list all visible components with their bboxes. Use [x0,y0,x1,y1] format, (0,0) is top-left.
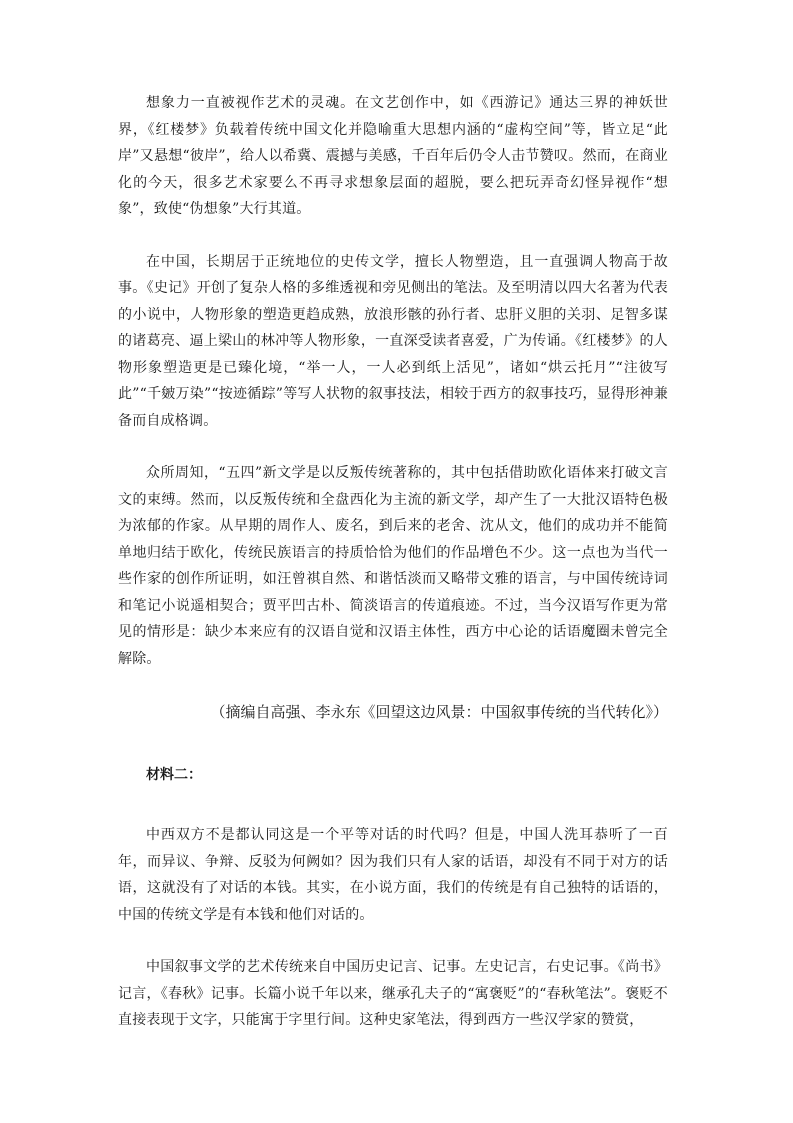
material-two-paragraph-1: 中西双方不是都认同这是一个平等对话的时代吗？但是，中国人洗耳恭听了一百年，而异议、争辩、反驳为何阙如？因为我们只有人家的话语，却没有不同于对方的话语，这就没有了对话的本钱。其实，在小说方面，我们的传统是有自己独特的话语的，中国的传统文学是有本钱和他们对话的。 [118,827,668,923]
document-page [118,90,668,1034]
material-one-paragraph-3: 众所周知，“五四”新文学是以反叛传统著称的，其中包括借助欧化语体来打破文言文的束缚。然而，以反叛传统和全盘西化为主流的新文学，却产生了一大批汉语特色极为浓郁的作家。从早期的周作人、废名，到后来的老舍、沈从文，他们的成功并不能简单地归结于欧化，传统民族语言的持质恰恰为他们的作品增色不少。这一点也为当代一些作家的创作所证明，如汪曾祺自然、和谐恬淡而又略带文雅的语言，与中国传统诗词和笔记小说遥相契合；贾平凹古朴、简淡语言的传道痕迹。不过，当今汉语写作更为常见的情形是：缺少本来应有的汉语自觉和汉语主体性，西方中心论的话语魔圈未曾完全解除。 [118,465,668,667]
material-one-source: （摘编自高强、李永东《回望这边风景：中国叙事传统的当代转化》） [210,704,668,721]
material-one-paragraph-1: 想象力一直被视作艺术的灵魂。在文艺创作中，如《西游记》通达三界的神妖世界，《红楼梦》负载着传统中国文化并隐喻重大思想内涵的“虚构空间”等，皆立足“此岸”又悬想“彼岸”，给人以希冀、震撼与美感，千百年后仍令人击节赞叹。然而，在商业化的今天，很多艺术家要么不再寻求想象层面的超脱，要么把玩弄奇幻怪异视作“想象”，致使“伪想象”大行其道。 [118,95,668,217]
material-two-paragraph-2: 中国叙事文学的艺术传统来自中国历史记言、记事。左史记言，右史记事。《尚书》记言，《春秋》记事。长篇小说千年以来，继承孔夫子的“寓褒贬”的“春秋笔法”。褒贬不直接表现于文字，只能寓于字里行间。这种史家笔法，得到西方一些汉学家的赞赏， [118,959,668,1028]
material-one-paragraph-2: 在中国，长期居于正统地位的史传文学，擅长人物塑造，且一直强调人物高于故事。《史记》开创了复杂人格的多维透视和旁见侧出的笔法。及至明清以四大名著为代表的小说中，人物形象的塑造更趋成熟，放浪形骸的孙行者、忠肝义胆的关羽、足智多谋的诸葛亮、逼上梁山的林冲等人物形象，一直深受读者喜爱，广为传诵。《红楼梦》的人物形象塑造更是已臻化境，“举一人，一人必到纸上活见”，诸如“烘云托月”“注彼写此”“千皴万染”“按迹循踪”等写人状物的叙事技法，相较于西方的叙事技巧，显得形神兼备而自成格调。 [118,253,668,429]
material-two-heading: 材料二： [146,767,202,783]
